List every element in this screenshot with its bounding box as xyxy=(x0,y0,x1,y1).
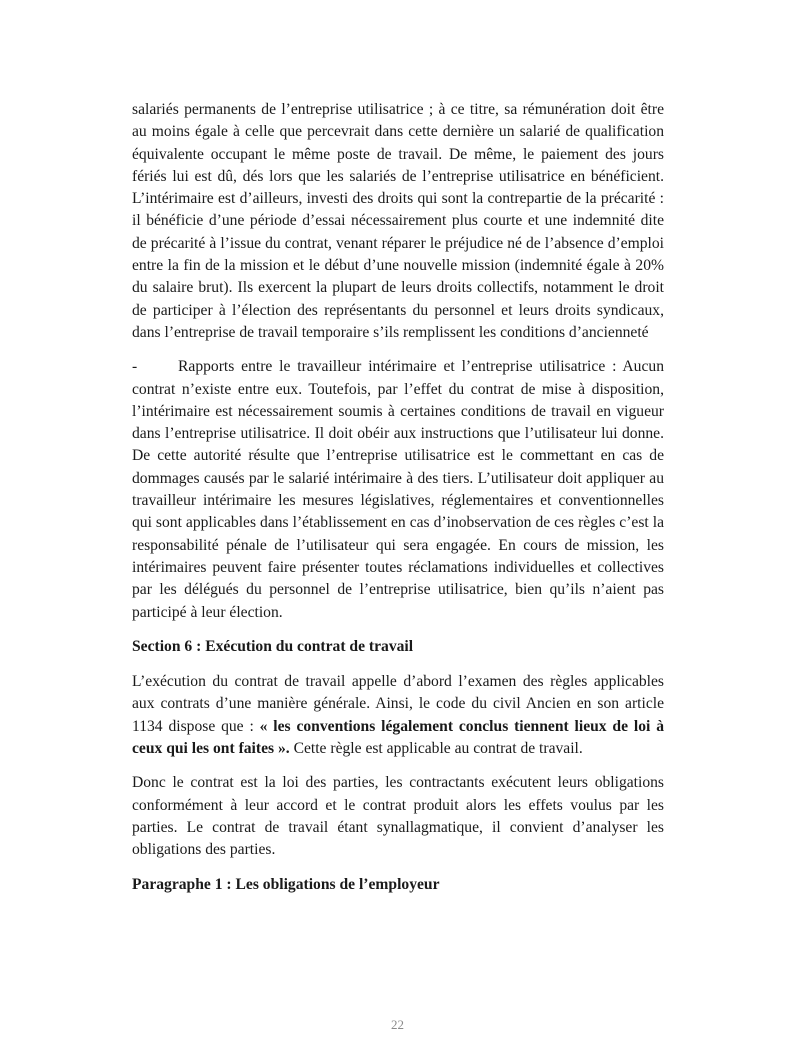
section-heading: Section 6 : Exécution du contrat de travail xyxy=(132,637,414,655)
paragraph-heading: Paragraphe 1 : Les obligations de l’employeur xyxy=(132,875,440,893)
paragraph-contract-execution xyxy=(132,671,664,760)
bullet-body: Aucun contrat n’existe entre eux. Toutefois, par l’effet du contrat de mise à disposition, l’intérimaire est nécessairement soumis à certaines conditions de travail en vigueur dans l’entreprise utilisatrice. Il doit obéir aux instructions que l’utilisateur lui donne. De cette autorité résulte que l’entreprise utilisatrice est le commettant en cas de dommages causés par le salarié intérimaire à des tiers. L’utilisateur doit appliquer au travailleur intérimaire les mesures législatives, réglementaires et conventionnelles qui sont applicables dans l’établissement en cas d’inobservation de ces règles c’est la responsabilité pénale de l’utilisateur qui sera engagée. En cours de mission, les intérimaires peuvent faire présenter toutes réclamations individuelles et collectives par les délégués du personnel de l’entreprise utilisatrice, bien qu’ils n’aient pas participé à leur élection. xyxy=(132,358,664,621)
document-page xyxy=(132,99,664,909)
page-number: 22 xyxy=(391,1017,404,1032)
bullet-title: Rapports entre le travailleur intérimaire et l’entreprise utilisatrice : xyxy=(178,358,617,376)
paragraph-parties-obligations: Donc le contrat est la loi des parties, les contractants exécutent leurs obligations conformément à leur accord et le contrat produit alors les effets voulus par les parties. Le contrat de travail étant synallagmatique, il convient d’analyser les obligations des parties. xyxy=(132,774,664,859)
text-before-quote: L’exécution du contrat de travail appelle d’abord l’examen des règles applicables aux contrats d’une manière générale. Ainsi, le code du civil Ancien en son article 1134 dispose que : xyxy=(132,673,664,735)
civil-code-quote: « les conventions légalement conclus tiennent lieux de loi à ceux qui les ont faites ». xyxy=(132,717,664,758)
bullet-dash: - xyxy=(132,358,138,376)
text-after-quote: Cette règle est applicable au contrat de travail. xyxy=(289,740,583,758)
paragraph-worker-user-relations xyxy=(132,356,664,624)
paragraph-temporary-worker-rights: salariés permanents de l’entreprise utilisatrice ; à ce titre, sa rémunération doit être au moins égale à celle que percevrait dans cette dernière un salarié de qualification équivalente occupant le même poste de travail. De même, le paiement des jours fériés lui est dû, dés lors que les salariés de l’entreprise utilisatrice en bénéficient. L’intérimaire est d’ailleurs, investi des droits qui sont la contrepartie de la précarité : il bénéficie d’une période d’essai nécessairement plus courte et une indemnité dite de précarité à l’issue du contrat, venant réparer le préjudice né de l’absence d’emploi entre la fin de la mission et le début d’une nouvelle mission (indemnité égale à 20% du salaire brut). Ils exercent la plupart de leurs droits collectifs, notamment le droit de participer à l’élection des représentants du personnel et leurs droits syndicaux, dans l’entreprise de travail temporaire s’ils remplissent les conditions d’ancienneté xyxy=(132,101,664,341)
